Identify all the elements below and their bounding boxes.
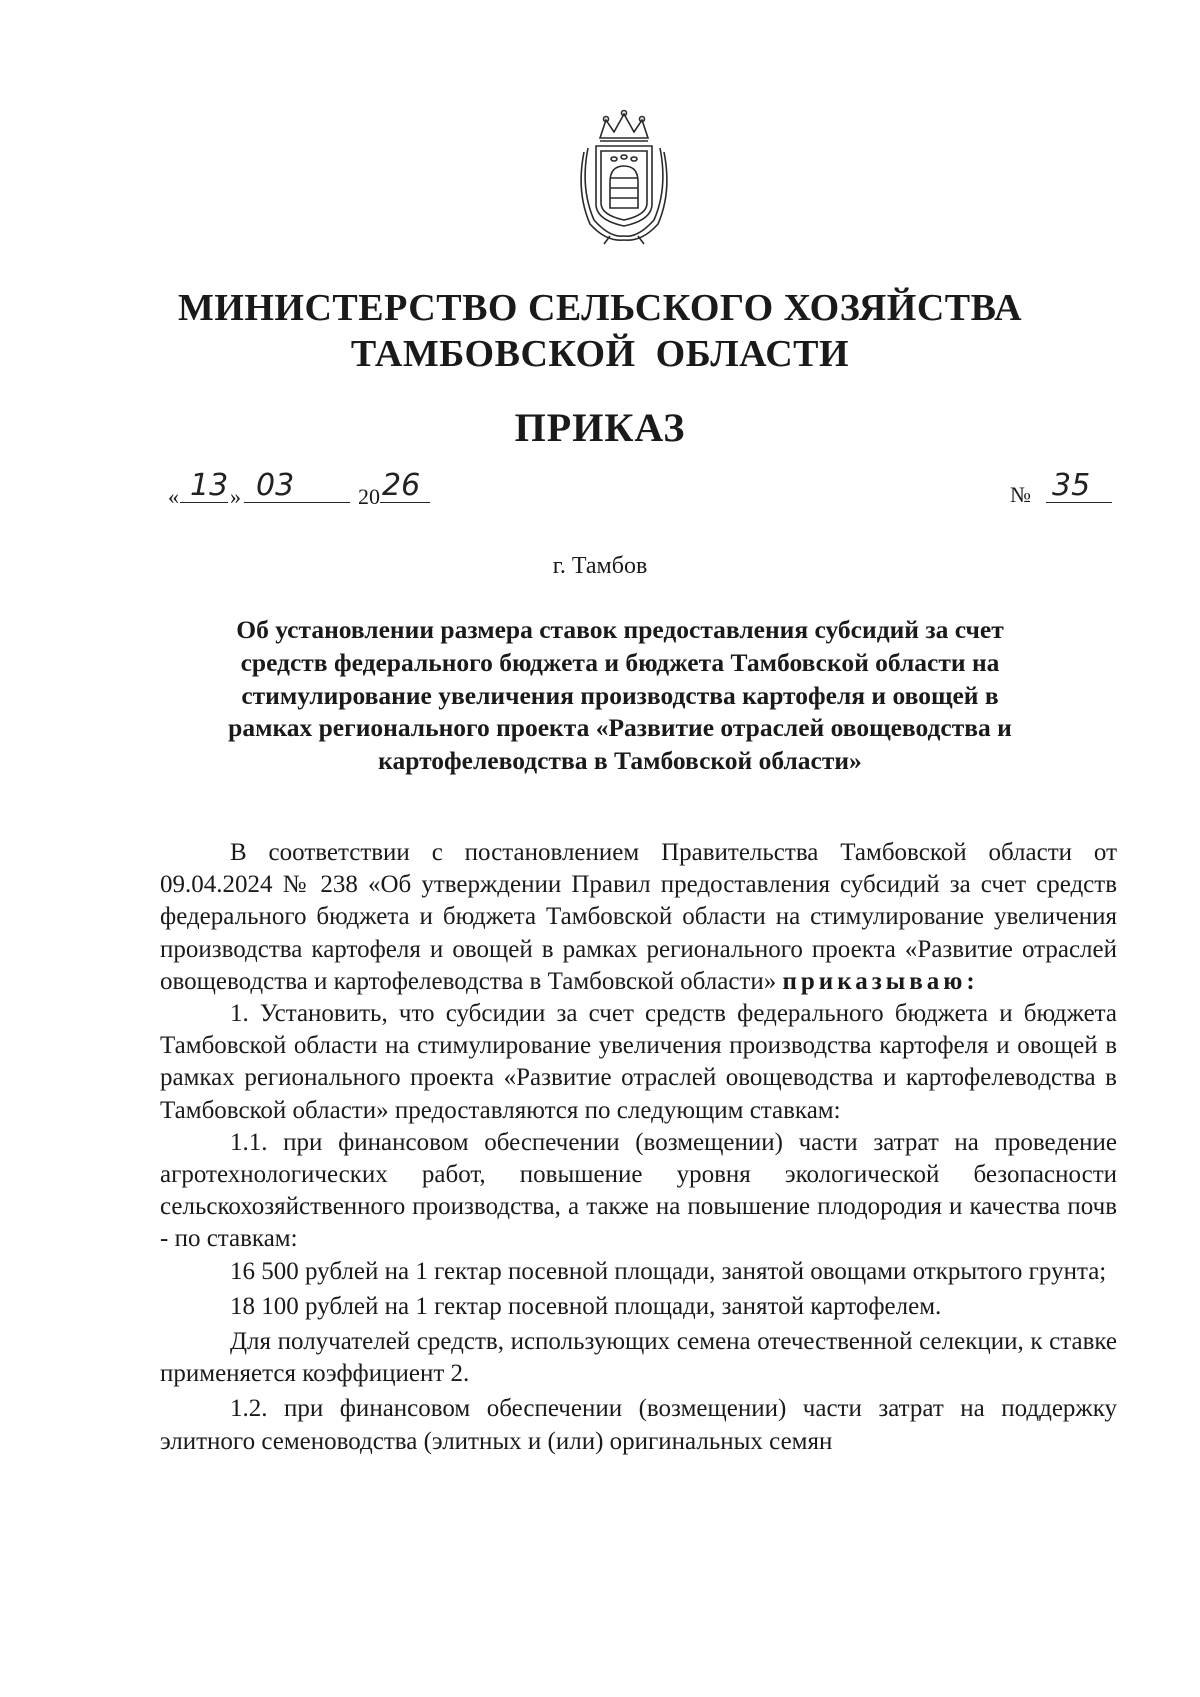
number-value: 35 [1052,468,1091,503]
date-year-suffix: 26 [382,468,421,503]
city: г. Тамбов [552,553,648,579]
ministry-name-line1: МИНИСТЕРСТВО СЕЛЬСКОГО ХОЗЯЙСТВА [177,287,1023,329]
body-paragraph-coefficient: Для получателей средств, использующих семена отечественной селекции, к ставке применяется коэффициент 2. [160,1328,1117,1388]
body-paragraph-1-1: 1.1. при финансовом обеспечении (возмещении) части затрат на проведение агротехнологических работ, повышение уровня экологической безопасности сельскохозяйственного производства, а также на повышение плодородия и качества почв - по ставкам: [160,1128,1117,1253]
ministry-name [0,285,1200,377]
coat-of-arms-emblem [570,108,678,246]
body-paragraph-rate-potatoes: 18 100 рублей на 1 гектар посевной площади, занятой картофелем. [230,1292,942,1320]
body-paragraph-rate-vegetables: 16 500 рублей на 1 гектар посевной площади, занятой овощами открытого грунта; [230,1257,1107,1285]
title-line: рамках регионального проекта «Развитие отраслей овощеводства и [228,713,1012,743]
date-month-underline [244,502,350,503]
title-line: картофелеводства в Тамбовской области» [378,746,862,776]
date-year-prefix: 20 [358,484,380,509]
date-open-quote: « [168,484,179,509]
body-paragraph-1-2: 1.2. при финансовом обеспечении (возмещении) части затрат на поддержку элитного семеноводства (элитных и (или) оригинальных семян [160,1395,1117,1455]
number-sign: № [1010,482,1031,507]
body-paragraph-1: 1. Установить, что субсидии за счет средств федерального бюджета и бюджета Тамбовской области на стимулирование увеличения производства картофеля и овощей в рамках регионального проекта «Развитие отраслей овощеводства и картофелеводства в Тамбовской области» предоставляются по следующим ставкам: [160,1000,1117,1124]
date-close-quote: » [230,484,241,509]
title-line: средств федерального бюджета и бюджета Тамбовской области на [240,647,1000,677]
title-line: стимулирование увеличения производства картофеля и овощей в [241,680,999,710]
document-body [160,837,1117,1458]
date-month: 03 [256,468,295,503]
document-title [160,614,1080,778]
body-paragraph-preamble [160,837,1117,998]
title-line: Об установлении размера ставок предоставления субсидий за счет [236,615,1004,644]
number-underline [1046,502,1112,503]
date-day-underline [180,502,228,503]
date-year-underline [380,502,430,503]
order-number [1010,468,1120,508]
order-word: приказываю: [782,967,979,995]
date-day: 13 [190,468,229,503]
preamble-text: В соответствии с постановлением Правительства Тамбовской области от 09.04.2024 № 238 «Об утверждении Правил предоставления субсидий за счет средств федерального бюджета и бюджета Тамбовской области на стимулирование увеличения производства картофеля и овощей в рамках регионального проекта «Развитие отраслей овощеводства и картофелеводства в Тамбовской области» [160,839,1117,995]
ministry-name-line2: ТАМБОВСКОЙ ОБЛАСТИ [350,333,850,375]
document-type: ПРИКАЗ [514,405,686,450]
